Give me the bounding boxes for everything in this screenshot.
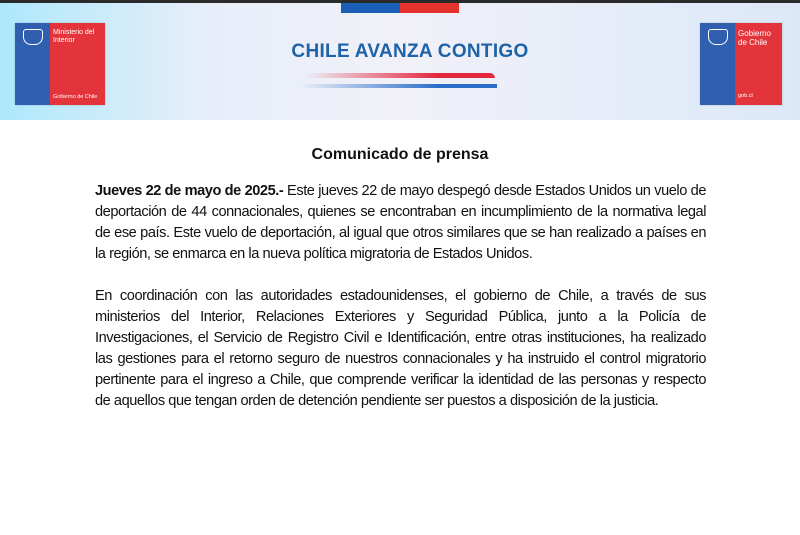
coat-of-arms-icon	[708, 29, 728, 45]
document-body	[95, 181, 706, 433]
dateline: Jueves 22 de mayo de 2025.-	[95, 183, 284, 199]
red-swoosh	[305, 73, 495, 78]
flag-stripe	[341, 3, 459, 13]
logo-name: Ministerio del Interior	[53, 29, 95, 44]
paragraph-1-text: Este jueves 22 de mayo despegó desde Estados Unidos un vuelo de deportación de 44 connacionales, quienes se encontraban en incumplimiento de la normativa legal de ese país. Este vuelo de deportación, al igual que otros similares que se han realizado a países en la región, se enmarca en la nueva política migratoria de Estados Unidos.	[95, 183, 706, 262]
letterhead-banner	[0, 3, 800, 120]
logo-footer: gob.cl	[738, 93, 753, 99]
paragraph-1	[95, 181, 706, 265]
gobierno-chile-logo	[700, 23, 782, 105]
slogan: CHILE AVANZA CONTIGO	[291, 41, 529, 62]
paragraph-2: En coordinación con las autoridades estadounidenses, el gobierno de Chile, a través de sus ministerios del Interior, Relaciones Exteriores y Seguridad Pública, junto a la Policía de Investigaciones, el Servicio de Registro Civil e Identificación, entre otras instituciones, ha realizado las gestiones para el retorno seguro de nuestros connacionales y ha instruido el control migratorio pertinente para el ingreso a Chile, que comprende verificar la identidad de las personas y respecto de aquellos que tengan orden de detención pendiente ser puestos a disposición de la justicia.	[95, 288, 706, 409]
logo-footer: Gobierno de Chile	[53, 94, 98, 100]
ministerio-interior-logo	[15, 23, 105, 105]
document-title: Comunicado de prensa	[311, 146, 489, 163]
blue-swoosh	[300, 84, 497, 88]
logo-name: Gobierno de Chile	[738, 29, 771, 47]
